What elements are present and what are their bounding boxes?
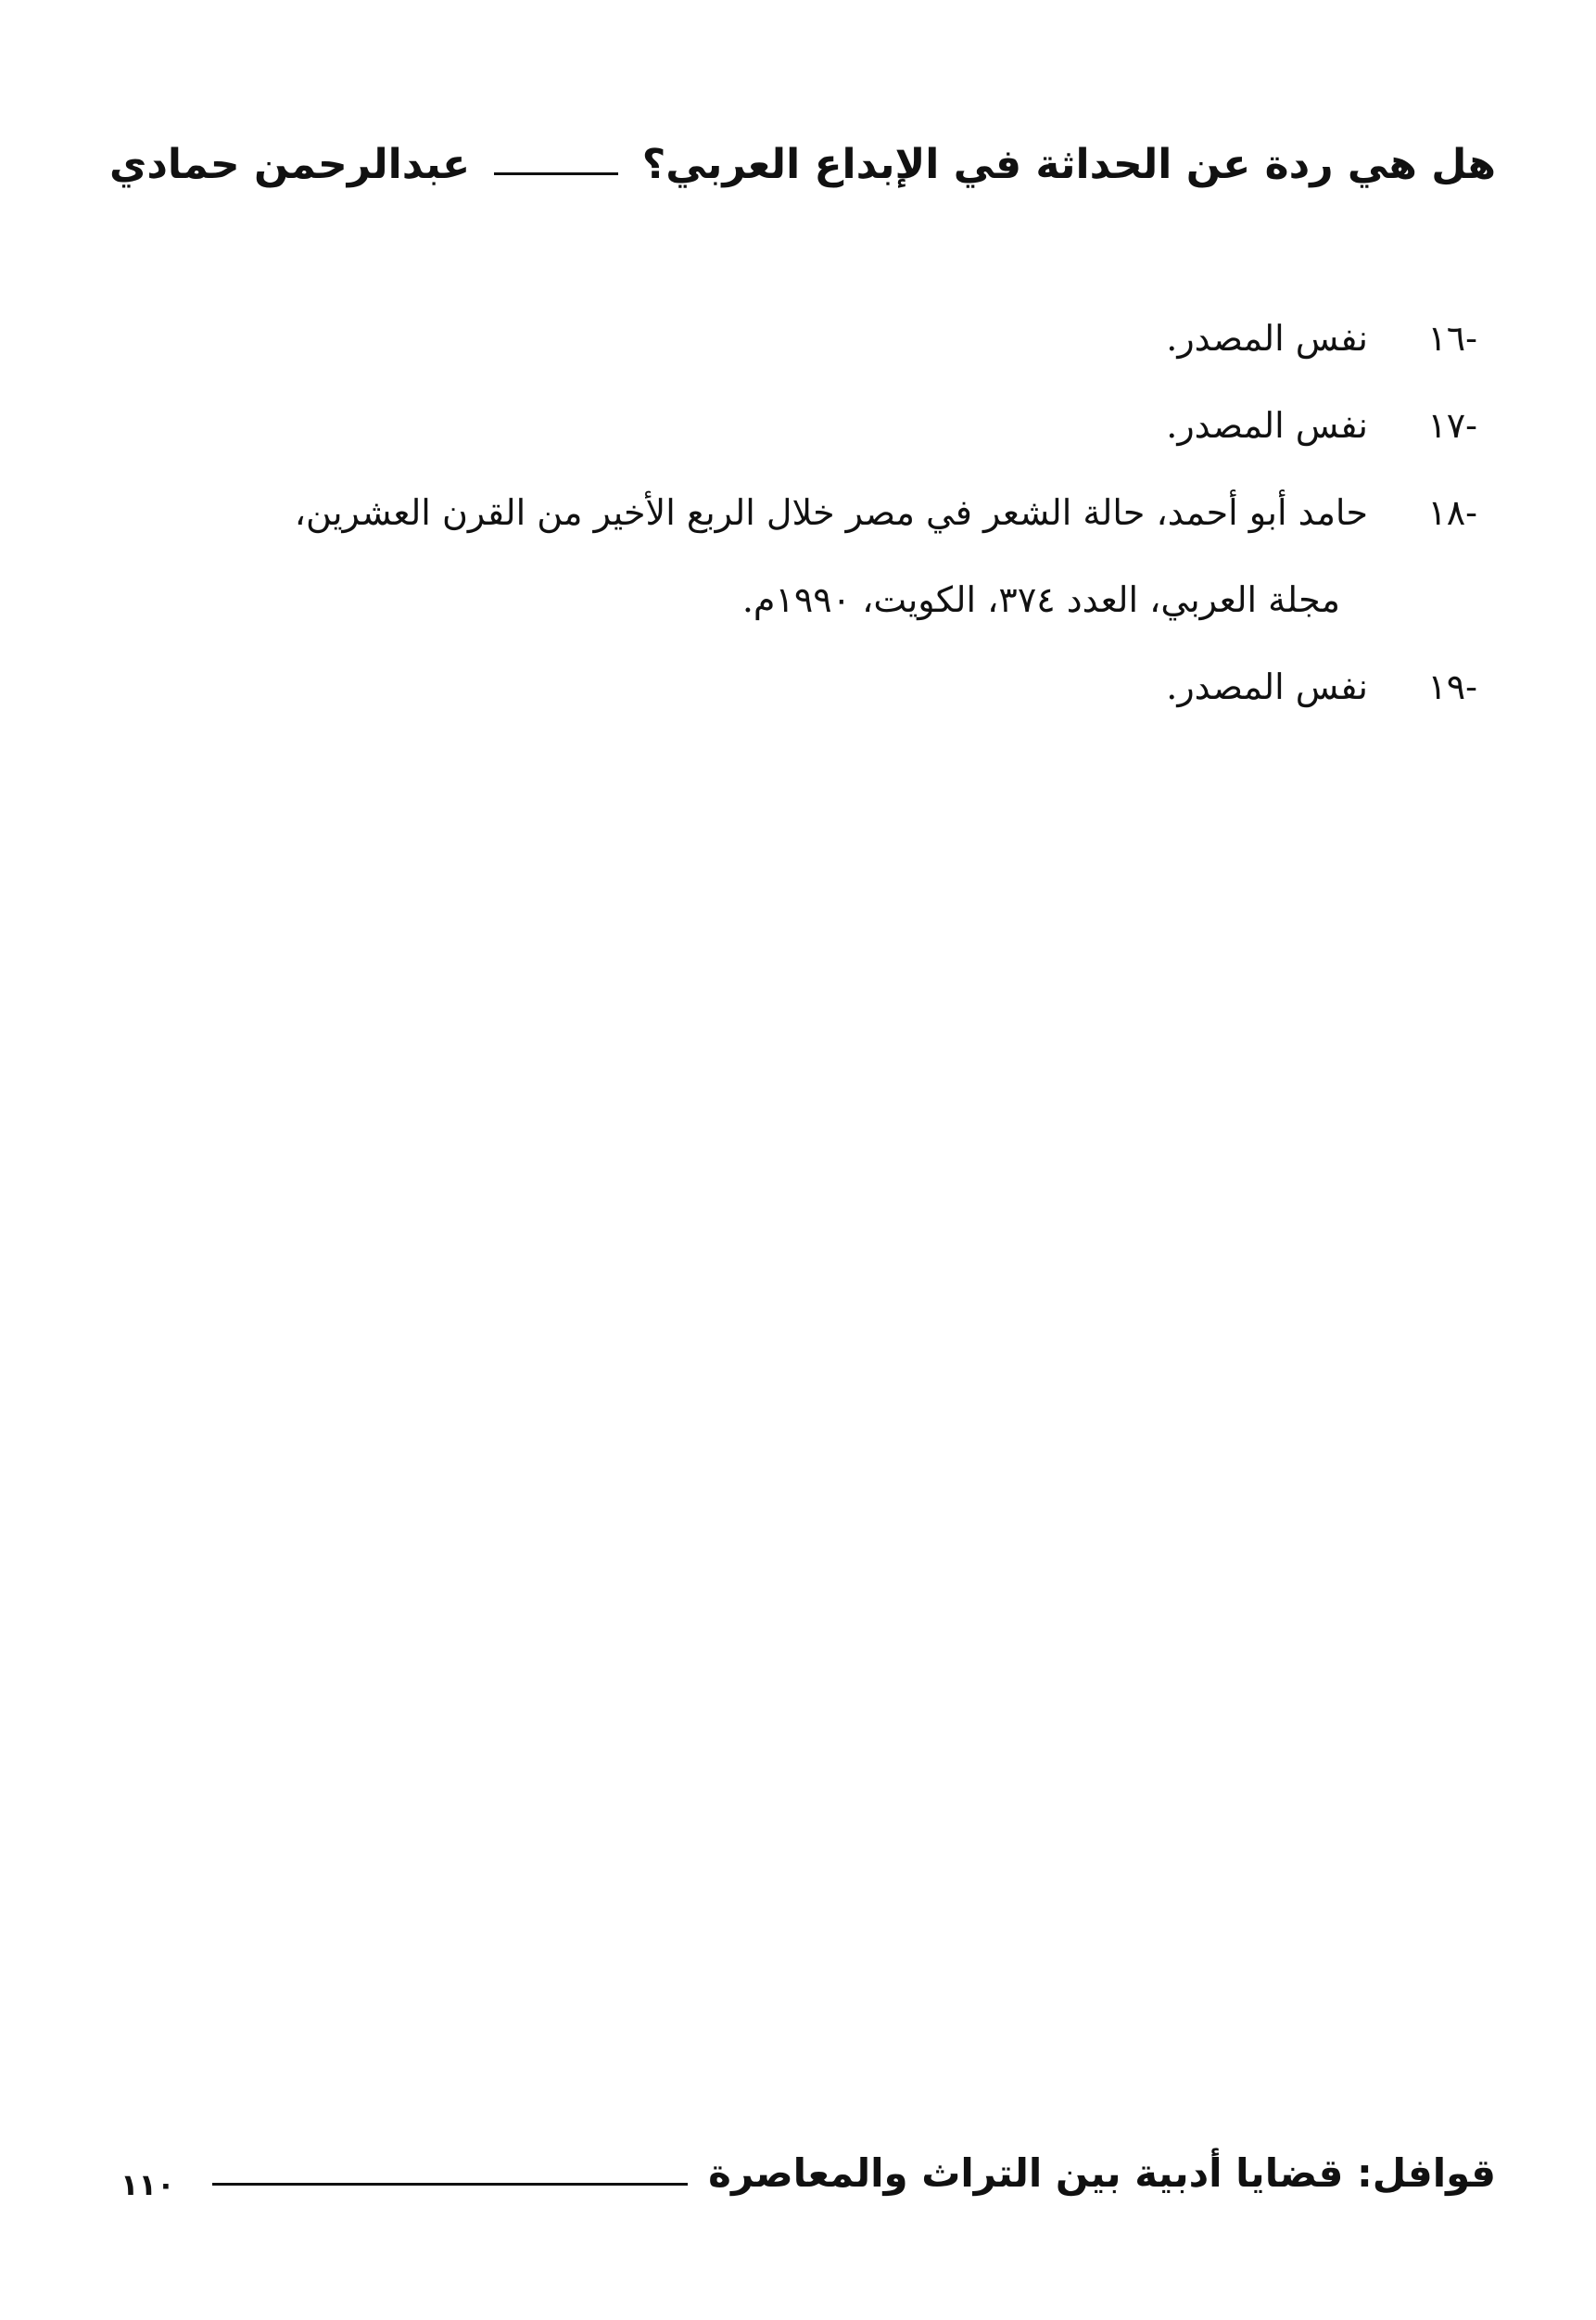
endnote-number: -١٦ [1427, 318, 1477, 359]
endnote-text: نفس المصدر. [1166, 405, 1368, 446]
endnote-text-continuation: مجلة العربي، العدد ٣٧٤، الكويت، ١٩٩٠م. [741, 579, 1340, 620]
footer-rule [212, 2183, 689, 2186]
page-number: ١١٠ [120, 2167, 175, 2202]
running-header [109, 128, 1496, 202]
endnote-item [109, 295, 1477, 382]
endnote-number: -١٨ [1427, 492, 1477, 533]
endnote-text: نفس المصدر. [1166, 666, 1368, 707]
header-rule [494, 172, 618, 175]
endnote-item [109, 382, 1477, 469]
running-footer [120, 2141, 1496, 2206]
footer-title: قوافل: قضايا أدبية بين التراث والمعاصرة [708, 2150, 1496, 2196]
endnotes-list [109, 295, 1477, 730]
endnote-item [109, 469, 1477, 643]
header-author: عبدالرحمن حمادي [109, 141, 471, 188]
header-title: هل هي ردة عن الحداثة في الإبداع العربي؟ [641, 141, 1496, 188]
endnote-number: -١٧ [1427, 405, 1477, 446]
endnote-number: -١٩ [1427, 666, 1477, 707]
endnote-item [109, 643, 1477, 730]
endnote-text: حامد أبو أحمد، حالة الشعر في مصر خلال الربع الأخير من القرن العشرين، [294, 492, 1368, 533]
endnote-text: نفس المصدر. [1166, 318, 1368, 359]
